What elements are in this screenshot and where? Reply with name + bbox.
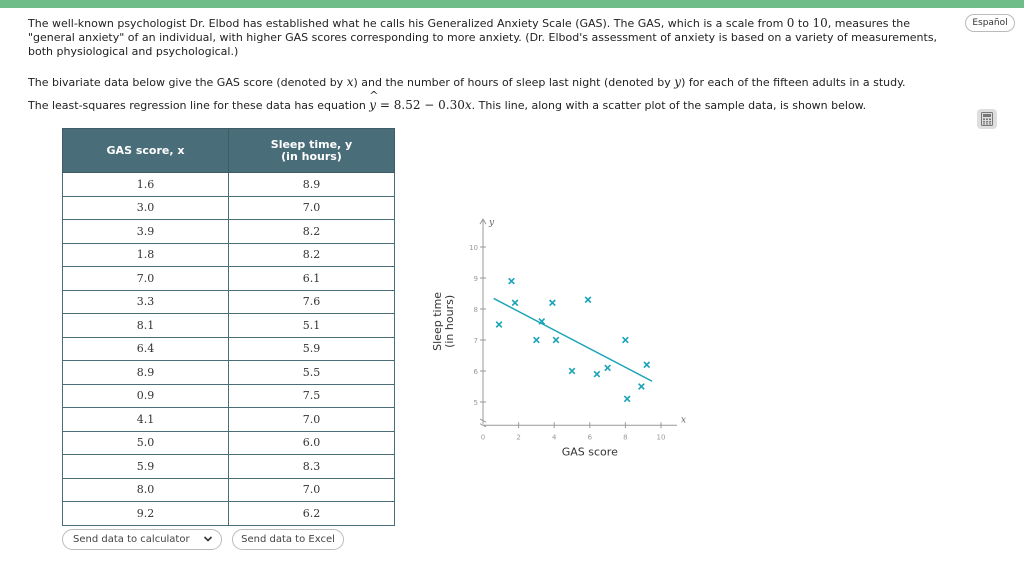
send-to-calculator-button[interactable] [62, 529, 222, 550]
x-tick-label: 6 [587, 433, 593, 442]
data-point [639, 384, 645, 390]
data-point [569, 368, 575, 374]
table-row [63, 220, 395, 244]
intro-text-b: , measures the "general anxiety" of an individual, with higher GAS scores corresponding to more anxiety. (Dr. Elbod's assessment of anxiety is based on a variety of measurements, both physiological and psychological.) [28, 17, 938, 58]
header-sleep-unit: (in hours) [281, 149, 342, 163]
sleep-time-cell: 5.1 [229, 314, 395, 338]
header-sleep-time [229, 129, 395, 173]
table-row [63, 243, 395, 267]
gas-score-cell: 8.0 [63, 478, 229, 502]
gas-score-cell: 9.2 [63, 502, 229, 526]
sleep-time-cell: 6.0 [229, 431, 395, 455]
data-point [553, 337, 559, 343]
sleep-time-cell: 7.0 [229, 408, 395, 432]
data-point [623, 337, 629, 343]
table-row [63, 502, 395, 526]
table-row [63, 408, 395, 432]
chevron-down-icon[interactable] [203, 534, 213, 547]
regression-line [494, 298, 652, 381]
desc-text-a: The bivariate data below give the GAS score (denoted by [28, 76, 347, 89]
gas-score-cell: 1.6 [63, 173, 229, 197]
regression-description [28, 98, 958, 113]
scatter-plot [425, 200, 725, 480]
table-row [63, 431, 395, 455]
gas-score-cell: 0.9 [63, 384, 229, 408]
y-tick-label: 7 [473, 337, 478, 345]
intro-to: to [794, 17, 813, 30]
data-point [624, 396, 630, 402]
regression-equation: = 8.52 − 0.30 [376, 98, 465, 112]
y-tick-label: 5 [473, 399, 478, 407]
x-axis-letter: x [681, 415, 687, 426]
table-row [63, 337, 395, 361]
table-row [63, 173, 395, 197]
gas-score-cell: 3.3 [63, 290, 229, 314]
y-tick-label: 6 [473, 368, 478, 376]
data-point [496, 322, 502, 328]
header-gas-label: GAS score, x [106, 143, 185, 157]
intro-text-a: The well-known psychologist Dr. Elbod has established what he calls his Generalized Anxiety Scale (GAS). The GAS, which is a scale from [28, 17, 787, 30]
gas-score-cell: 5.0 [63, 431, 229, 455]
language-toggle-button[interactable]: Español [965, 14, 1015, 32]
table-row [63, 267, 395, 291]
scatter-plot-svg [425, 200, 725, 480]
scale-min: 0 [786, 16, 795, 30]
y-axis-letter: y [489, 218, 495, 229]
y-axis-title: Sleep time [431, 291, 444, 351]
sleep-time-cell: 6.2 [229, 502, 395, 526]
x-tick-label: 8 [623, 433, 628, 442]
table-row [63, 314, 395, 338]
gas-score-cell: 8.9 [63, 361, 229, 385]
var-y: y [674, 75, 682, 89]
gas-score-cell: 7.0 [63, 267, 229, 291]
sleep-time-cell: 8.9 [229, 173, 395, 197]
x-axis-title: GAS score [561, 445, 618, 459]
sleep-time-cell: 7.6 [229, 290, 395, 314]
table-row [63, 384, 395, 408]
top-accent-bar [0, 0, 1024, 8]
gas-score-cell: 6.4 [63, 337, 229, 361]
table-row [63, 290, 395, 314]
data-point [512, 300, 518, 306]
gas-score-cell: 3.9 [63, 220, 229, 244]
sleep-time-cell: 7.0 [229, 478, 395, 502]
y-tick-label: 10 [469, 244, 478, 252]
var-x-eq: x [464, 98, 472, 112]
data-point [550, 300, 556, 306]
send-excel-label: Send data to Excel [241, 534, 335, 545]
data-description [28, 75, 958, 90]
y-hat-symbol: ^ y [369, 98, 376, 112]
header-gas-score [63, 129, 229, 173]
sleep-time-cell: 8.3 [229, 455, 395, 479]
send-to-excel-button[interactable] [232, 529, 344, 550]
data-point [509, 278, 515, 284]
reg-text-a: The least-squares regression line for these data has equation [28, 99, 370, 112]
desc-text-c: ) for each of the fifteen adults in a study. [681, 76, 906, 89]
scale-max: 10 [812, 16, 828, 30]
desc-text-b: ) and the number of hours of sleep last night (denoted by [353, 76, 675, 89]
gas-score-cell: 3.0 [63, 196, 229, 220]
reg-text-b: . This line, along with a scatter plot of the sample data, is shown below. [471, 99, 867, 112]
data-table [62, 128, 395, 526]
y-axis-title-unit: (in hours) [443, 294, 456, 348]
gas-score-cell: 8.1 [63, 314, 229, 338]
sleep-time-cell: 5.9 [229, 337, 395, 361]
gas-score-cell: 5.9 [63, 455, 229, 479]
x-tick-label: 2 [516, 433, 521, 442]
data-point [644, 362, 650, 368]
table-row [63, 478, 395, 502]
sleep-time-cell: 8.2 [229, 243, 395, 267]
data-point [585, 297, 591, 303]
sleep-time-cell: 5.5 [229, 361, 395, 385]
sleep-time-cell: 8.2 [229, 220, 395, 244]
sleep-time-cell: 7.5 [229, 384, 395, 408]
send-calculator-label: Send data to calculator [73, 534, 190, 545]
gas-score-cell: 1.8 [63, 243, 229, 267]
calculator-icon[interactable] [977, 109, 997, 129]
y-tick-label: 8 [473, 306, 478, 314]
header-sleep-label: Sleep time, y [270, 137, 353, 151]
var-x: x [346, 75, 354, 89]
x-tick-label: 0 [480, 433, 486, 442]
y-tick-label: 9 [473, 275, 478, 283]
table-row [63, 196, 395, 220]
data-point [594, 371, 600, 377]
data-point [534, 337, 540, 343]
x-tick-label: 4 [551, 433, 557, 442]
gas-score-cell: 4.1 [63, 408, 229, 432]
sleep-time-cell: 6.1 [229, 267, 395, 291]
sleep-time-cell: 7.0 [229, 196, 395, 220]
table-row [63, 455, 395, 479]
table-row [63, 361, 395, 385]
data-point [605, 365, 611, 371]
x-tick-label: 10 [656, 433, 666, 442]
intro-paragraph [28, 16, 958, 59]
